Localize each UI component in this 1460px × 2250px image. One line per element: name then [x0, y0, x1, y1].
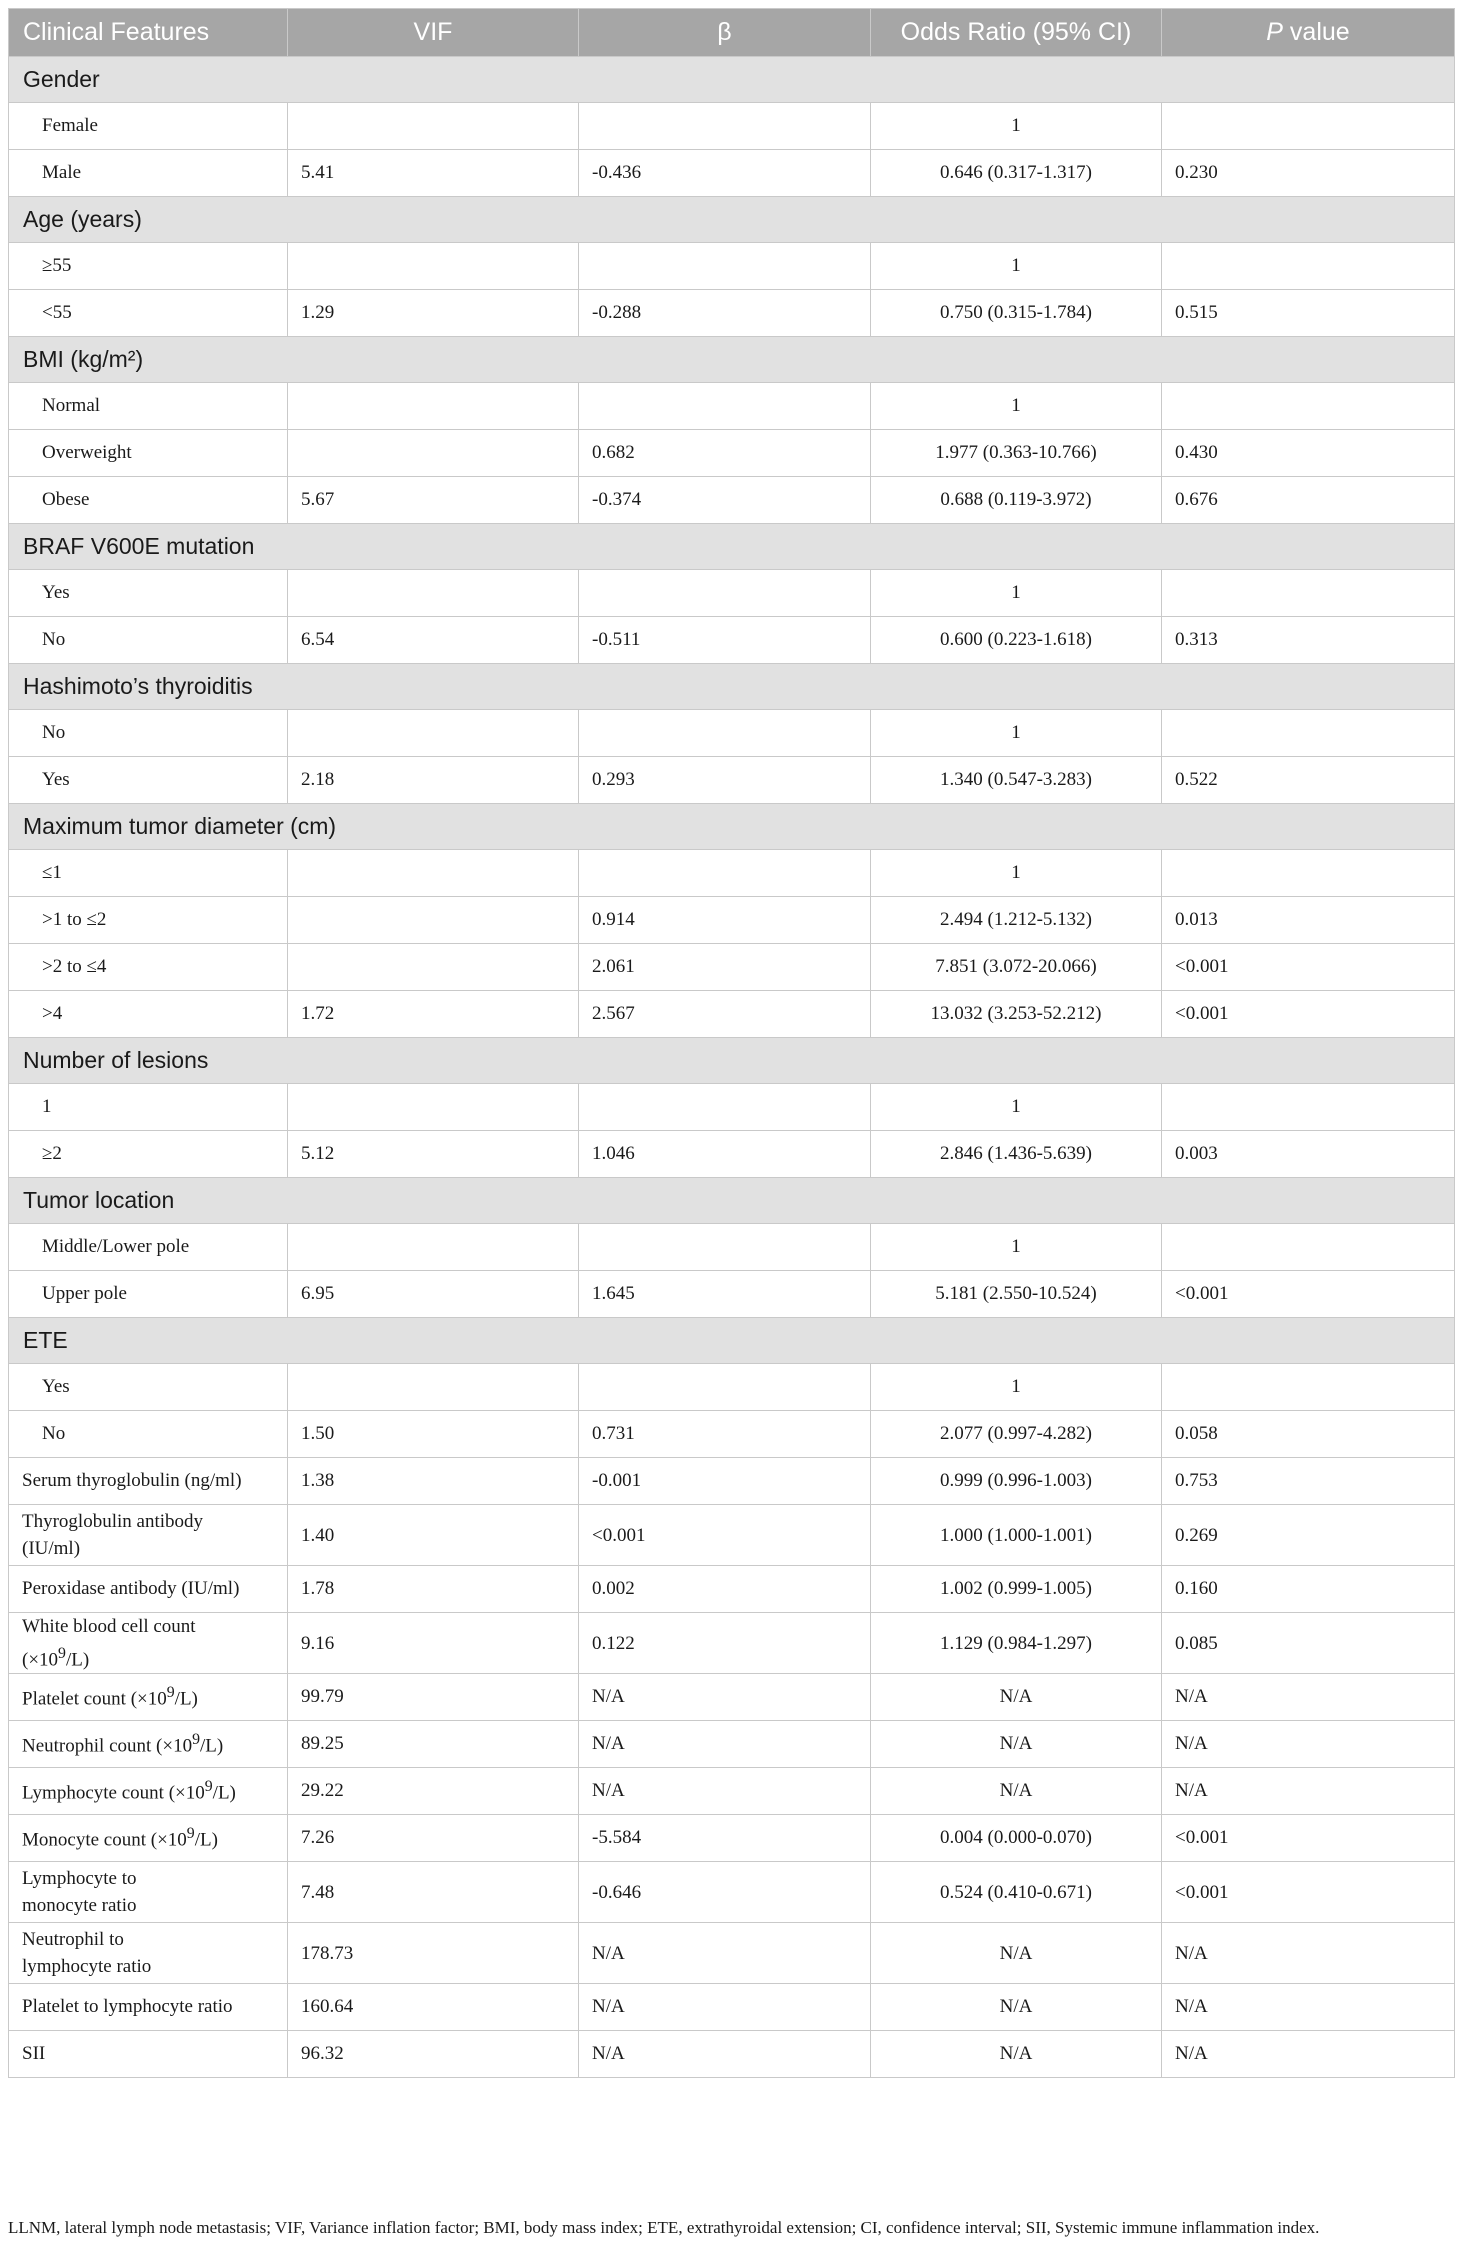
header-odds-ratio: Odds Ratio (95% CI)	[871, 9, 1162, 57]
group-ete: ETE	[9, 1318, 1455, 1364]
table-row: <55 1.29 -0.288 0.750 (0.315-1.784) 0.515	[9, 290, 1455, 337]
group-bmi: BMI (kg/m²)	[9, 337, 1455, 383]
table-row: White blood cell count $(\times 10^9/L)$ 9.16 0.122 1.129 (0.984-1.297) 0.085	[9, 1613, 1455, 1674]
table-header-row	[9, 9, 1455, 57]
table-row: >4 1.72 2.567 13.032 (3.253-52.212) <0.001	[9, 991, 1455, 1038]
group-row	[9, 1178, 1455, 1224]
group-braf: BRAF V600E mutation	[9, 524, 1455, 570]
table-row: >1 to ≤2 0.914 2.494 (1.212-5.132) 0.013	[9, 897, 1455, 944]
table-row: >2 to ≤4 2.061 7.851 (3.072-20.066) <0.001	[9, 944, 1455, 991]
table-container	[8, 8, 1454, 2078]
header-vif: VIF	[288, 9, 579, 57]
table-row: Lymphocyte count $(\times 10^9/L)$ 29.22 N/A N/A N/A	[9, 1768, 1455, 1815]
table-row: 1 1	[9, 1084, 1455, 1131]
table-row: Thyroglobulin antibody (IU/ml) 1.40 <0.001 1.000 (1.000-1.001) 0.269	[9, 1505, 1455, 1566]
table-row: No 1.50 0.731 2.077 (0.997-4.282) 0.058	[9, 1411, 1455, 1458]
table-row: Neutrophil count $(\times 10^9/L)$ 89.25 N/A N/A N/A	[9, 1721, 1455, 1768]
table-row: No 1	[9, 710, 1455, 757]
table-row: ≤1 1	[9, 850, 1455, 897]
group-age: Age (years)	[9, 197, 1455, 243]
header-p-value: P value	[1162, 9, 1455, 57]
table-footnote: LLNM, lateral lymph node metastasis; VIF, Variance inflation factor; BMI, body mass index; ETE, extrathyroidal extension; CI, confidence interval; SII, Systemic immune inflammation index.	[8, 2218, 1320, 2237]
table-row: Yes 2.18 0.293 1.340 (0.547-3.283) 0.522	[9, 757, 1455, 804]
group-row	[9, 524, 1455, 570]
table-row: Normal 1	[9, 383, 1455, 430]
group-row	[9, 337, 1455, 383]
table-row: Upper pole 6.95 1.645 5.181 (2.550-10.524) <0.001	[9, 1271, 1455, 1318]
table-row: Male 5.41 -0.436 0.646 (0.317-1.317) 0.230	[9, 150, 1455, 197]
group-row	[9, 1038, 1455, 1084]
table-row: Lymphocyte to monocyte ratio 7.48 -0.646 0.524 (0.410-0.671) <0.001	[9, 1862, 1455, 1923]
table-row: Yes 1	[9, 570, 1455, 617]
table-row: Overweight 0.682 1.977 (0.363-10.766) 0.430	[9, 430, 1455, 477]
table-row: ≥2 5.12 1.046 2.846 (1.436-5.639) 0.003	[9, 1131, 1455, 1178]
table-row: Serum thyroglobulin (ng/ml) 1.38 -0.001 0.999 (0.996-1.003) 0.753	[9, 1458, 1455, 1505]
table-row: ≥55 1	[9, 243, 1455, 290]
table-row: No 6.54 -0.511 0.600 (0.223-1.618) 0.313	[9, 617, 1455, 664]
group-diameter: Maximum tumor diameter (cm)	[9, 804, 1455, 850]
group-lesions: Number of lesions	[9, 1038, 1455, 1084]
group-row	[9, 197, 1455, 243]
table-row: Peroxidase antibody (IU/ml) 1.78 0.002 1.002 (0.999-1.005) 0.160	[9, 1566, 1455, 1613]
table-row: Platelet count $(\times 10^9/L)$ 99.79 N/A N/A N/A	[9, 1674, 1455, 1721]
table-row: Female 1	[9, 103, 1455, 150]
table-row: Obese 5.67 -0.374 0.688 (0.119-3.972) 0.676	[9, 477, 1455, 524]
header-beta: β	[579, 9, 871, 57]
table-row: Monocyte count $(\times 10^9/L)$ 7.26 -5.584 0.004 (0.000-0.070) <0.001	[9, 1815, 1455, 1862]
regression-table	[8, 8, 1455, 2078]
group-row	[9, 1318, 1455, 1364]
table-row: Platelet to lymphocyte ratio 160.64 N/A N/A N/A	[9, 1984, 1455, 2031]
group-gender: Gender	[9, 57, 1455, 103]
group-location: Tumor location	[9, 1178, 1455, 1224]
table-row: Yes 1	[9, 1364, 1455, 1411]
group-row	[9, 664, 1455, 710]
group-row	[9, 804, 1455, 850]
table-row: Middle/Lower pole 1	[9, 1224, 1455, 1271]
group-row	[9, 57, 1455, 103]
header-clinical-features: Clinical Features	[9, 9, 288, 57]
group-hashimoto: Hashimoto’s thyroiditis	[9, 664, 1455, 710]
table-row: Neutrophil to lymphocyte ratio 178.73 N/A N/A N/A	[9, 1923, 1455, 1984]
table-row: SII 96.32 N/A N/A N/A	[9, 2031, 1455, 2078]
